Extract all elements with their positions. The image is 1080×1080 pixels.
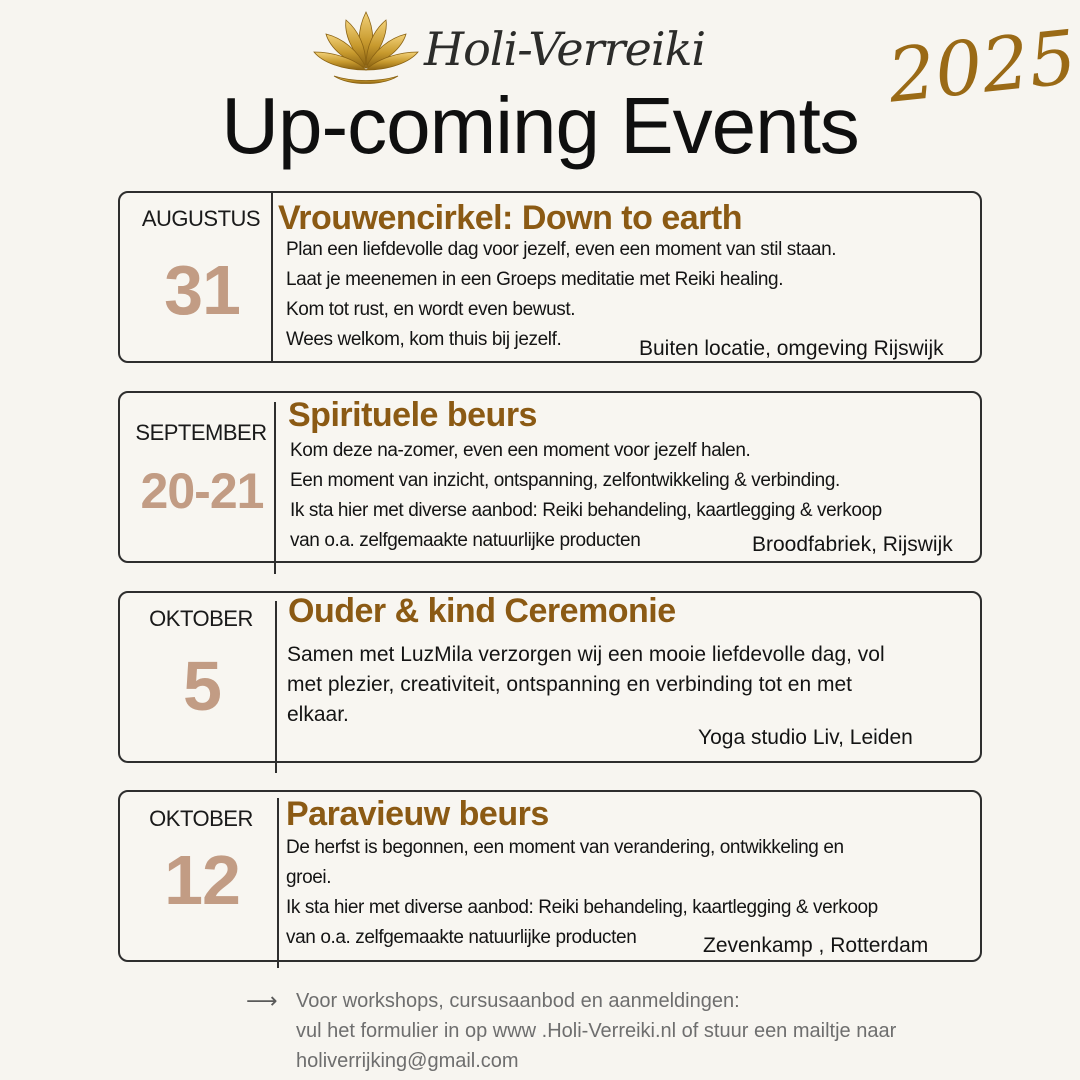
event-month: OKTOBER	[149, 606, 253, 631]
event-title: Ouder & kind Ceremonie	[288, 592, 676, 630]
event-day: 31	[164, 251, 240, 329]
event-title: Vrouwencirkel: Down to earth	[278, 199, 742, 237]
footer-line: vul het formulier in op www .Holi-Verreiki.nl of stuur een mailtje naar	[296, 1020, 897, 1042]
event-day: 20-21	[140, 463, 264, 519]
footer-email: holiverrijking@gmail.com	[296, 1050, 519, 1072]
event-description: Plan een liefdevolle dag voor jezelf, even een moment van stil staan. Laat je meenemen in een Groeps meditatie met Reiki healing. Kom tot rust, en wordt even bewust. Wees welkom, kom thuis bij jezelf.	[286, 239, 837, 350]
page-title: Up-coming Events	[221, 81, 859, 170]
event-month: SEPTEMBER	[135, 420, 267, 445]
year-label: 2025	[884, 14, 1080, 120]
event-location: Buiten locatie, omgeving Rijswijk	[639, 337, 944, 360]
arrow-right-icon: ⟶	[246, 988, 278, 1013]
event-location: Zevenkamp , Rotterdam	[703, 934, 929, 957]
event-title: Spirituele beurs	[288, 396, 537, 434]
event-month: OKTOBER	[149, 806, 253, 831]
event-description: Samen met LuzMila verzorgen wij een mooie liefdevolle dag, vol met plezier, creativiteit, ontspanning en verbinding tot en met elkaar.	[287, 643, 885, 726]
lotus-logo-icon	[312, 8, 420, 90]
event-description: De herfst is begonnen, een moment van verandering, ontwikkeling en groei. Ik sta hier met diverse aanbod: Reiki behandeling, kaartlegging & verkoop van o.a. zelfgemaakte natuurlijke producten	[286, 837, 878, 948]
event-location: Broodfabriek, Rijswijk	[752, 533, 953, 556]
footer-line: Voor workshops, cursusaanbod en aanmeldingen:	[296, 990, 740, 1012]
event-day: 5	[183, 647, 221, 725]
event-title: Paravieuw beurs	[286, 795, 549, 833]
event-location: Yoga studio Liv, Leiden	[698, 726, 913, 749]
footer-contact	[296, 986, 896, 1076]
event-day: 12	[164, 841, 240, 919]
event-description: Kom deze na-zomer, even een moment voor jezelf halen. Een moment van inzicht, ontspanning, zelfontwikkeling & verbinding. Ik sta hier met diverse aanbod: Reiki behandeling, kaartlegging & verkoop van o.a. zelfgemaakte natuurlijke producten	[290, 440, 882, 551]
event-month: AUGUSTUS	[141, 206, 261, 231]
brand-name: Holi-Verreiki	[424, 22, 706, 76]
